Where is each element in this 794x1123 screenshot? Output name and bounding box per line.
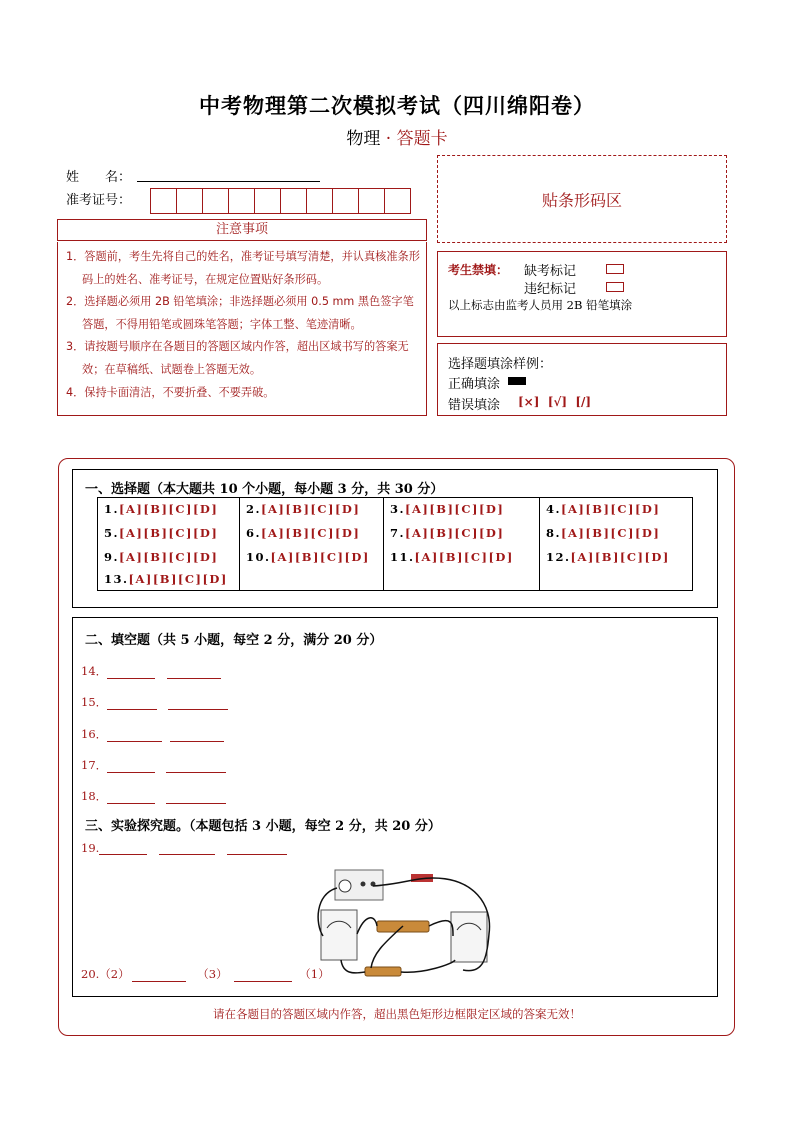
id-digit-box[interactable]: [280, 188, 307, 214]
choice-question[interactable]: 7.[A][B][C][D]: [390, 526, 505, 540]
subtitle-card: 答题卡: [396, 129, 448, 149]
choice-question[interactable]: 3.[A][B][C][D]: [390, 502, 505, 516]
id-digit-box[interactable]: [306, 188, 333, 214]
resistor-icon: [365, 967, 401, 976]
barcode-area: [437, 155, 727, 243]
examiner-marks-box: [437, 251, 727, 337]
correct-fill-mark: [508, 377, 526, 385]
section-experiment-title: 三、实验探究题。（本题包括 3 小题，每空 2 分，共 20 分）: [85, 819, 441, 834]
page-subtitle: [0, 124, 794, 149]
subtitle-subject: 物理: [346, 129, 381, 149]
choice-question[interactable]: 11.[A][B][C][D]: [390, 550, 514, 564]
fill-item[interactable]: 17．: [81, 757, 226, 773]
fill-item[interactable]: 15．: [81, 694, 228, 710]
id-digit-box[interactable]: [228, 188, 255, 214]
name-field[interactable]: [137, 180, 320, 182]
choice-question[interactable]: 6.[A][B][C][D]: [246, 526, 361, 540]
choice-question[interactable]: 13.[A][B][C][D]: [104, 572, 228, 586]
choice-question[interactable]: 4.[A][B][C][D]: [546, 502, 661, 516]
wrong-fill-marks: [×] [√] [/]: [518, 395, 592, 409]
notice-item: 2．选择题必须用 2B 铅笔填涂；非选择题必须用 0.5 mm 黑色签字笔答题，不得用铅笔或圆珠笔答题；字体工整、笔迹清晰。: [66, 295, 414, 331]
voltmeter-icon: [321, 910, 357, 960]
notice-heading: 注意事项: [57, 219, 427, 241]
sample-title: 选择题填涂样例：: [448, 357, 553, 372]
choice-grid: [97, 497, 693, 591]
circuit-diagram: [313, 864, 499, 986]
choice-column: [540, 498, 692, 590]
violation-mark-box[interactable]: [606, 282, 624, 292]
violation-label: 违纪标记: [524, 282, 577, 297]
choice-column: [98, 498, 240, 590]
fill-item[interactable]: 16．: [81, 726, 224, 742]
experiment-item-20[interactable]: 20.（2） （3） （1）: [81, 967, 330, 981]
fill-item[interactable]: 18．: [81, 788, 226, 804]
id-digit-box[interactable]: [254, 188, 281, 214]
choice-question[interactable]: 9.[A][B][C][D]: [104, 550, 219, 564]
wrong-fill-label: 错误填涂: [448, 398, 501, 413]
correct-fill-label: 正确填涂: [448, 377, 501, 392]
id-number-boxes[interactable]: [151, 188, 411, 214]
ban-note: 以上标志由监考人员用 2B 铅笔填涂: [448, 298, 633, 312]
notice-item: 4．保持卡面清洁，不要折叠、不要弄破。: [66, 385, 275, 399]
id-digit-box[interactable]: [384, 188, 411, 214]
id-digit-box[interactable]: [150, 188, 177, 214]
experiment-item-19[interactable]: 19.: [81, 841, 287, 855]
id-digit-box[interactable]: [176, 188, 203, 214]
choice-column: [384, 498, 540, 590]
page-title: 中考物理第二次模拟考试（四川绵阳卷）: [199, 93, 595, 118]
name-label: 姓 名：: [66, 170, 132, 185]
section-fill-and-experiment: [72, 617, 718, 997]
ban-label: 考生禁填：: [448, 263, 509, 277]
id-digit-box[interactable]: [332, 188, 359, 214]
choice-question[interactable]: 8.[A][B][C][D]: [546, 526, 661, 540]
absent-label: 缺考标记: [524, 264, 577, 279]
id-digit-box[interactable]: [202, 188, 229, 214]
subtitle-dot: ·: [385, 129, 392, 149]
choice-question[interactable]: 1.[A][B][C][D]: [104, 502, 219, 516]
fill-item[interactable]: 14．: [81, 663, 221, 679]
id-digit-box[interactable]: [358, 188, 385, 214]
section-choice-title: 一、选择题（本大题共 10 个小题，每小题 3 分，共 30 分）: [85, 482, 444, 497]
barcode-label: 贴条形码区: [541, 190, 622, 210]
fill-sample-box: [437, 343, 727, 416]
choice-question[interactable]: 10.[A][B][C][D]: [246, 550, 370, 564]
choice-question[interactable]: 12.[A][B][C][D]: [546, 550, 670, 564]
ammeter-icon: [451, 912, 487, 962]
choice-question[interactable]: 2.[A][B][C][D]: [246, 502, 361, 516]
notice-item: 1．答题前，考生先将自己的姓名，准考证号填写清楚，并认真核准条形码上的姓名、准考证号，在规定位置贴好条形码。: [66, 250, 420, 286]
choice-question[interactable]: 5.[A][B][C][D]: [104, 526, 219, 540]
section-fill-title: 二、填空题（共 5 小题，每空 2 分，满分 20 分）: [85, 633, 383, 648]
id-label: 准考证号：: [66, 193, 132, 208]
footer-warning: 请在各题目的答题区域内作答，超出黑色矩形边框限定区域的答案无效！: [213, 1007, 581, 1021]
notice-box: [57, 242, 427, 416]
notice-item: 3．请按题号顺序在各题目的答题区域内作答，超出区域书写的答案无效；在草稿纸、试题卷上答题无效。: [66, 340, 409, 376]
absent-mark-box[interactable]: [606, 264, 624, 274]
choice-column: [240, 498, 384, 590]
